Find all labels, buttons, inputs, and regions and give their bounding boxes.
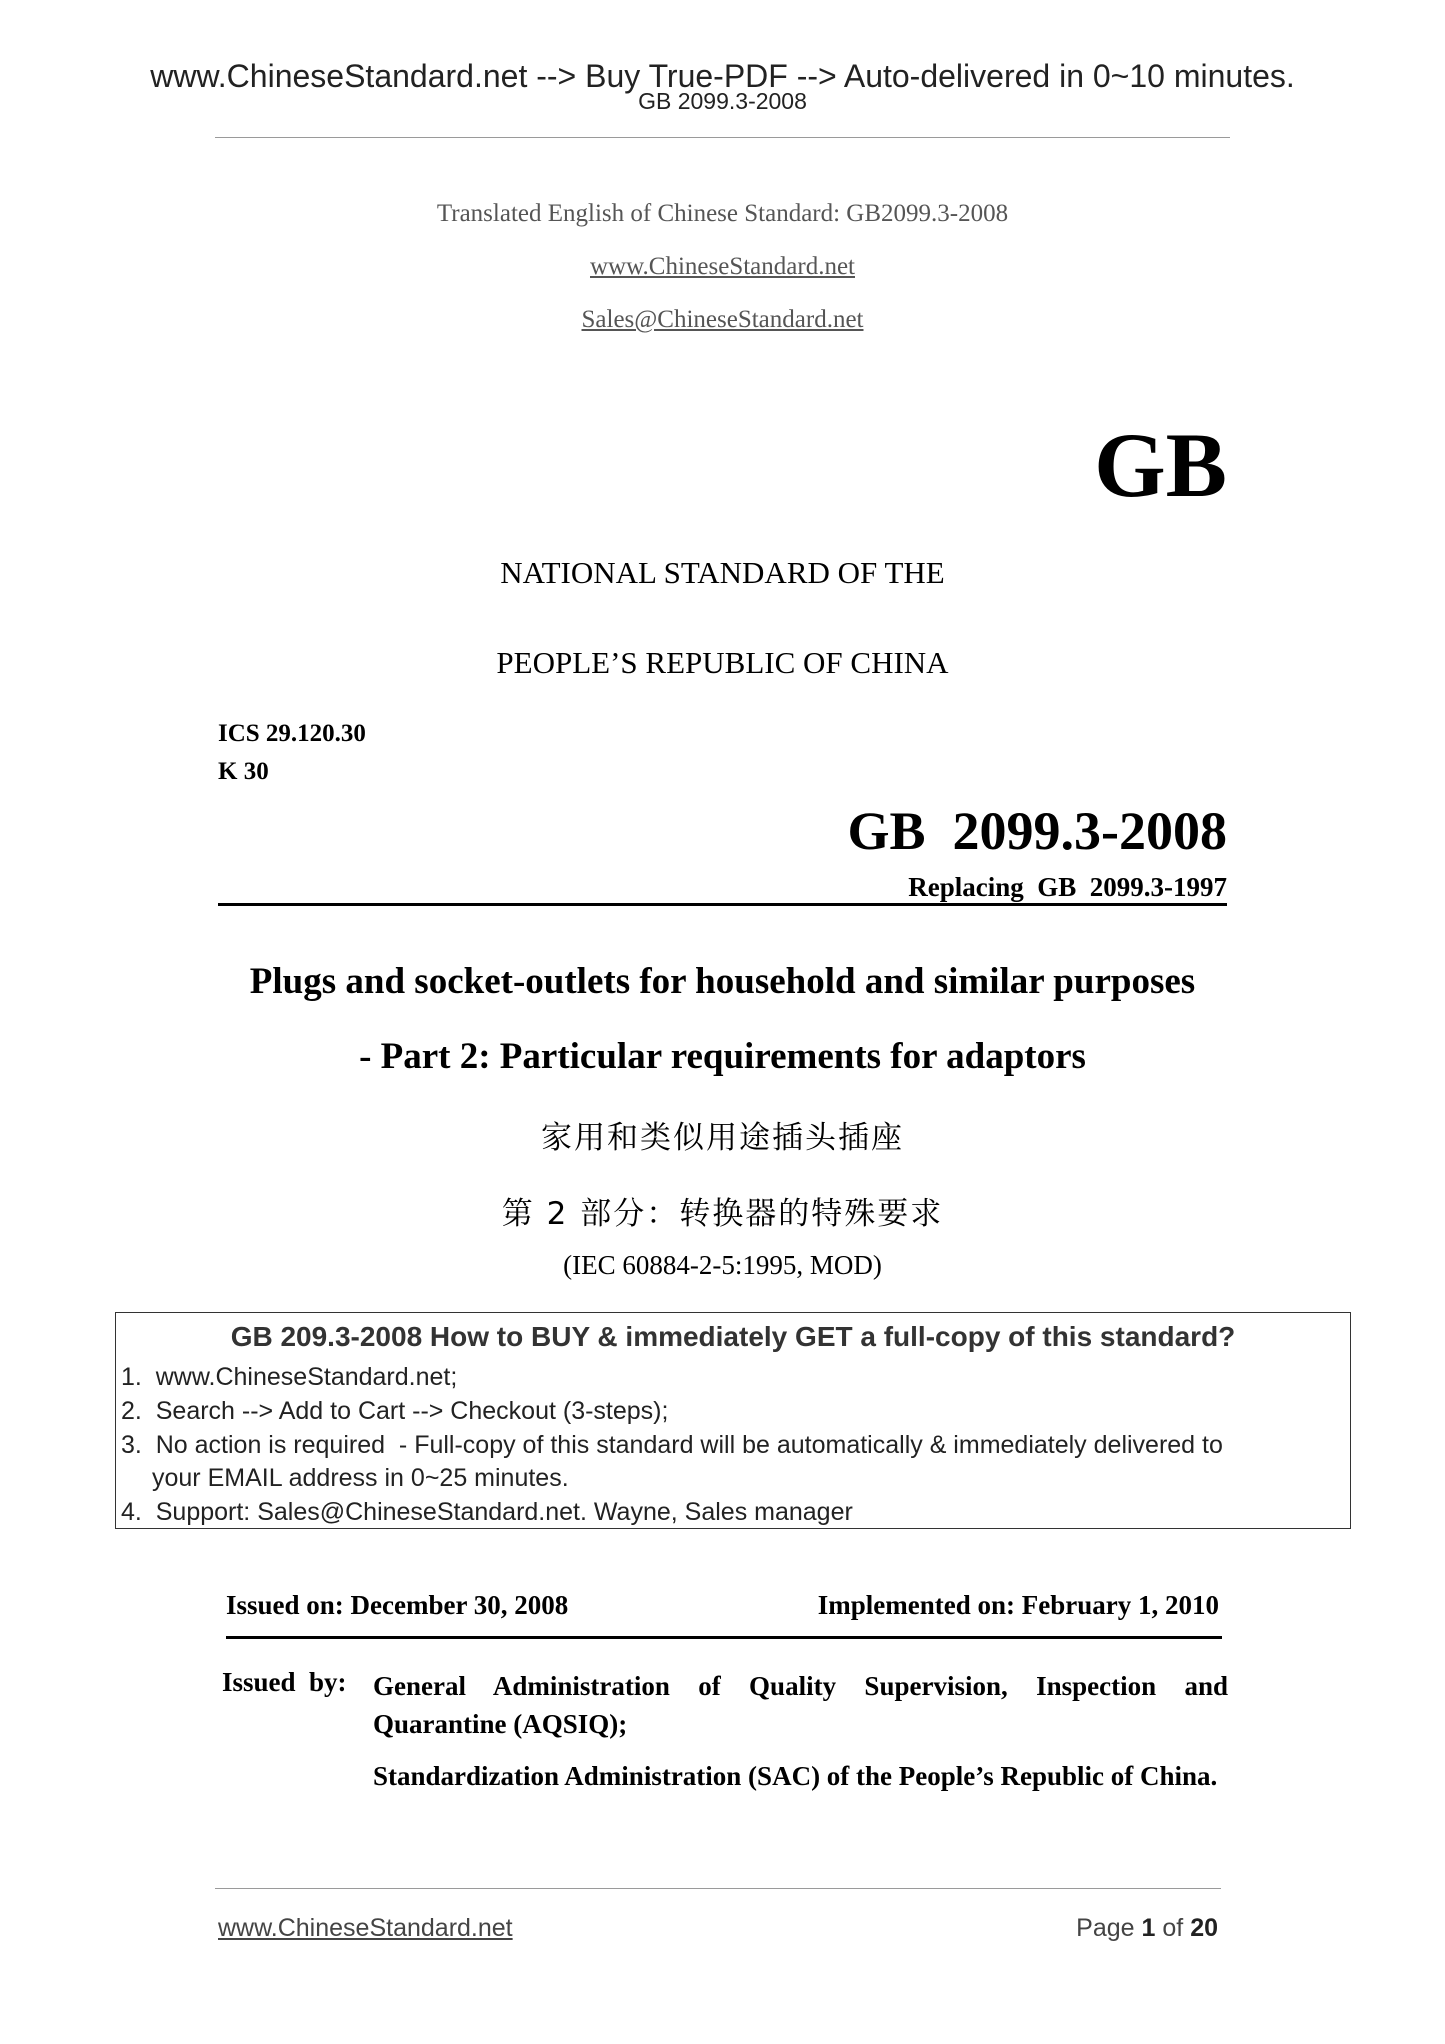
ics-code: ICS 29.120.30 [218, 720, 366, 747]
site-link-wrap [0, 253, 1445, 281]
gb-logo: GB [1094, 414, 1227, 516]
sales-email-link[interactable]: Sales@ChineseStandard.net [581, 306, 864, 333]
national-standard-line-1: NATIONAL STANDARD OF THE [500, 555, 945, 590]
dates-divider [226, 1636, 1222, 1639]
buy-step-2: 2. Search --> Add to Cart --> Checkout (3-steps); [121, 1397, 669, 1425]
site-link[interactable]: www.ChineseStandard.net [590, 253, 855, 280]
buy-step-3-continued: your EMAIL address in 0~25 minutes. [152, 1464, 569, 1492]
buy-step-4: 4. Support: Sales@ChineseStandard.net. Wayne, Sales manager [121, 1498, 853, 1526]
implemented-on-date: Implemented on: February 1, 2010 [817, 1590, 1219, 1620]
iec-reference: (IEC 60884-2-5:1995, MOD) [563, 1250, 882, 1280]
issued-by-aqsiq: General Administration of Quality Supervision, Inspection and Quarantine (AQSIQ); [373, 1671, 1228, 1739]
sales-link-wrap [0, 306, 1445, 334]
top-banner: www.ChineseStandard.net --> Buy True-PDF --> Auto-delivered in 0~10 minutes. [150, 58, 1295, 94]
national-standard-line-2: PEOPLE’S REPUBLIC OF CHINA [496, 645, 949, 680]
standard-number: GB 2099.3-2008 [847, 801, 1227, 861]
page-indicator [1076, 1914, 1218, 1943]
page-current: 1 [1141, 1914, 1156, 1942]
english-title-line-2: - Part 2: Particular requirements for adaptors [359, 1036, 1086, 1077]
k-code: K 30 [218, 758, 269, 785]
title-divider [218, 903, 1227, 906]
page-label: Page [1076, 1914, 1135, 1942]
page-of-label: of [1162, 1914, 1184, 1942]
header-divider [215, 137, 1230, 138]
english-title-line-1: Plugs and socket-outlets for household and similar purposes [249, 961, 1196, 1002]
footer-divider [215, 1888, 1221, 1889]
buy-box-title: GB 209.3-2008 How to BUY & immediately GET a full-copy of this standard? [230, 1321, 1236, 1352]
issued-by-label: Issued by: [222, 1667, 347, 1697]
buy-instructions-box [115, 1312, 1351, 1529]
replacing-standard: Replacing GB 2099.3-1997 [908, 872, 1227, 902]
translated-notice: Translated English of Chinese Standard: GB2099.3-2008 [436, 200, 1009, 227]
issued-by-sac: Standardization Administration (SAC) of the People’s Republic of China. [373, 1761, 1218, 1791]
footer-site-link[interactable]: www.ChineseStandard.net [218, 1914, 513, 1942]
chinese-title-line-1: 家用和类似用途插头插座 [541, 1120, 904, 1156]
buy-step-3: 3. No action is required - Full-copy of this standard will be automatically & immediately delivered to [121, 1431, 1223, 1459]
issued-on-date: Issued on: December 30, 2008 [226, 1590, 569, 1620]
page-total: 20 [1190, 1914, 1218, 1942]
header-standard-code: GB 2099.3-2008 [638, 88, 807, 114]
chinese-title-line-2: 第 2 部分：转换器的特殊要求 [501, 1196, 944, 1232]
buy-step-1: 1. www.ChineseStandard.net; [121, 1363, 458, 1391]
